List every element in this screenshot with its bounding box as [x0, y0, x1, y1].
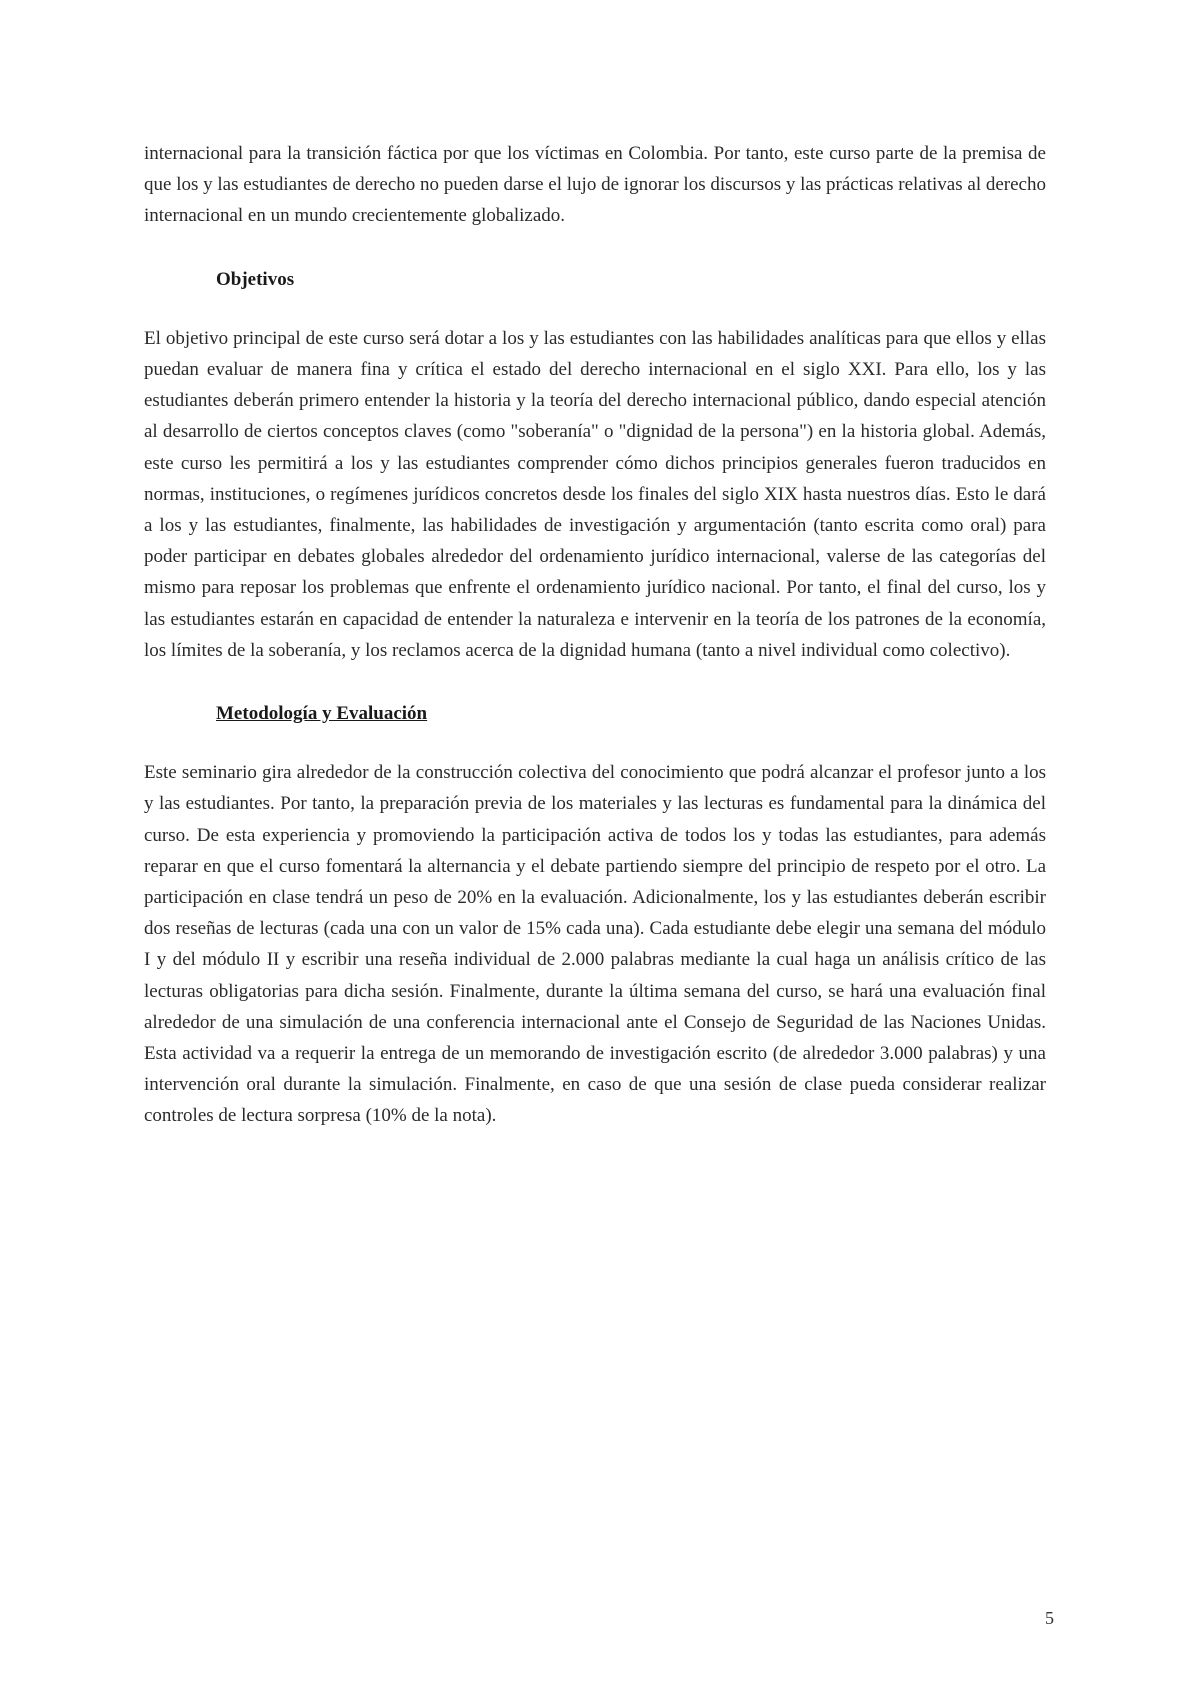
page-number: 5 — [1045, 1608, 1054, 1628]
spacer — [144, 666, 1046, 698]
intro-paragraph: internacional para la transición fáctica por que los víctimas en Colombia. Por tanto, este curso parte de la premisa de que los y las estudiantes de derecho no pueden darse el lujo de ignorar los discursos y las prácticas relativas al derecho internacional en un mundo crecientemente globalizado. — [144, 143, 1046, 227]
methodology-paragraph: Este seminario gira alrededor de la construcción colectiva del conocimiento que podrá alcanzar el profesor junto a los y las estudiantes. Por tanto, la preparación previa de los materiales y las lecturas es fundamental para la dinámica del curso. De esta experiencia y promoviendo la participación activa de todos los y todas las estudiantes, para además reparar en que el curso fomentará la alternancia y el debate partiendo siempre del principio de respeto por el otro. La participación en clase tendrá un peso de 20% en la evaluación. Adicionalmente, los y las estudiantes deberán escribir dos reseñas de lecturas (cada una con un valor de 15% cada una). Cada estudiante debe elegir una semana del módulo I y del módulo II y escribir una reseña individual de 2.000 palabras mediante la cual haga un análisis crítico de las lecturas obligatorias para dicha sesión. Finalmente, durante la última semana del curso, se hará una evaluación final alrededor de una simulación de una conferencia internacional ante el Consejo de Seguridad de las Naciones Unidas. Esta actividad va a requerir la entrega de un memorando de investigación escrito (de alrededor 3.000 palabras) y una intervención oral durante la simulación. Finalmente, en caso de que una sesión de clase pueda considerar realizar controles de lectura sorpresa (10% de la nota). — [144, 762, 1046, 1127]
methodology-heading: Metodología y Evaluación — [216, 703, 428, 725]
spacer — [144, 729, 1046, 757]
spacer — [144, 232, 1046, 264]
page-content — [144, 138, 1046, 1132]
objectives-heading: Objetivos — [216, 268, 295, 290]
objectives-paragraph: El objetivo principal de este curso será dotar a los y las estudiantes con las habilidades analíticas para que ellos y ellas puedan evaluar de manera fina y crítica el estado del derecho internacional en el siglo XXI. Para ello, los y las estudiantes deberán primero entender la historia y la teoría del derecho internacional público, dando especial atención al desarrollo de ciertos conceptos claves (como "soberanía" o "dignidad de la persona") en la historia global. Además, este curso les permitirá a los y las estudiantes comprender cómo dichos principios generales fueron traducidos en normas, instituciones, o regímenes jurídicos concretos desde los finales del siglo XIX hasta nuestros días. Esto le dará a los y las estudiantes, finalmente, las habilidades de investigación y argumentación (tanto escrita como oral) para poder participar en debates globales alrededor del ordenamiento jurídico internacional, valerse de las categorías del mismo para reposar los problemas que enfrente el ordenamiento jurídico nacional. Por tanto, el final del curso, los y las estudiantes estarán en capacidad de entender la naturaleza e intervenir en la teoría de los patrones de la economía, los límites de la soberanía, y los reclamos acerca de la dignidad humana (tanto a nivel individual como colectivo). — [144, 327, 1046, 661]
spacer — [144, 295, 1046, 323]
